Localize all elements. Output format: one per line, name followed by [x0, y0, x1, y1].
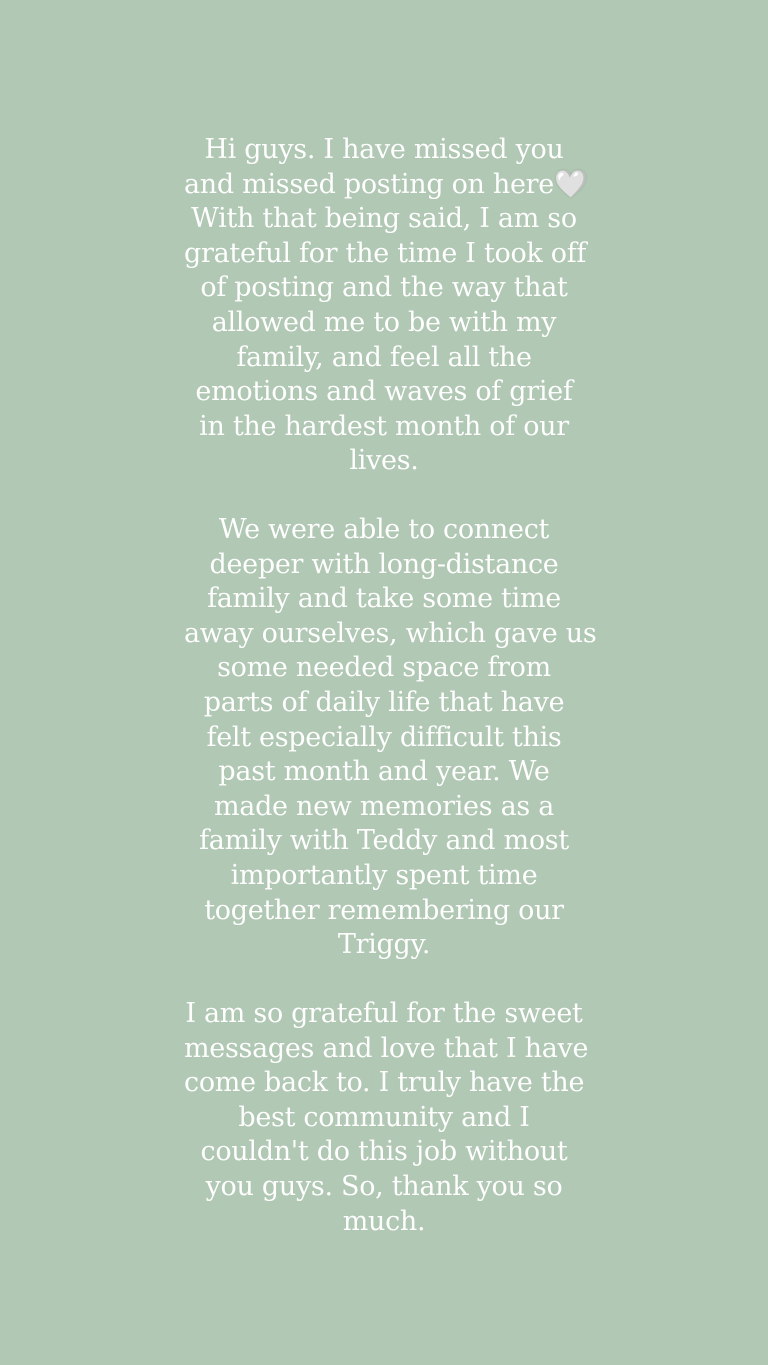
- text-line: best community and I: [238, 1101, 530, 1133]
- text-line: deeper with long-distance: [209, 548, 559, 580]
- text-line: With that being said, I am so: [191, 203, 577, 235]
- text-line: together remembering our: [204, 894, 564, 926]
- text-line: past month and year. We: [218, 756, 550, 788]
- text-line: family, and feel all the: [236, 341, 532, 373]
- text-line: and missed posting on here: [184, 168, 554, 200]
- text-line: couldn't do this job without: [200, 1136, 568, 1168]
- text-line: of posting and the way that: [200, 272, 568, 304]
- text-line-with-heart: [184, 168, 588, 203]
- text-line: Triggy.: [337, 929, 431, 961]
- story-paragraph-3: [184, 997, 589, 1239]
- text-line: some needed space from: [217, 652, 551, 684]
- text-line: made new memories as a: [213, 790, 555, 822]
- text-line: much.: [342, 1205, 426, 1237]
- text-line: parts of daily life that have: [203, 686, 565, 718]
- text-line: I am so grateful for the sweet: [185, 998, 583, 1029]
- story-paragraph-1: [184, 133, 588, 479]
- text-line: allowed me to be with my: [211, 306, 557, 338]
- text-line: in the hardest month of our: [199, 410, 569, 442]
- text-line: you guys. So, thank you so: [205, 1170, 563, 1202]
- text-line: away ourselves, which gave us: [184, 617, 597, 649]
- text-line: messages and love that I have: [184, 1032, 589, 1064]
- text-line: lives.: [349, 445, 419, 477]
- text-line: come back to. I truly have the: [184, 1067, 585, 1099]
- text-line: We were able to connect: [218, 514, 550, 545]
- text-line: emotions and waves of grief: [195, 376, 573, 408]
- text-line: grateful for the time I took off: [184, 237, 587, 269]
- story-paragraph-2: [184, 513, 597, 963]
- text-line: Hi guys. I have missed you: [204, 134, 564, 165]
- text-line: family and take some time: [207, 583, 561, 615]
- text-line: importantly spent time: [230, 859, 538, 891]
- text-line: felt especially difficult this: [206, 721, 562, 753]
- text-line: family with Teddy and most: [199, 825, 569, 857]
- white-heart-icon: 🤍: [553, 168, 588, 200]
